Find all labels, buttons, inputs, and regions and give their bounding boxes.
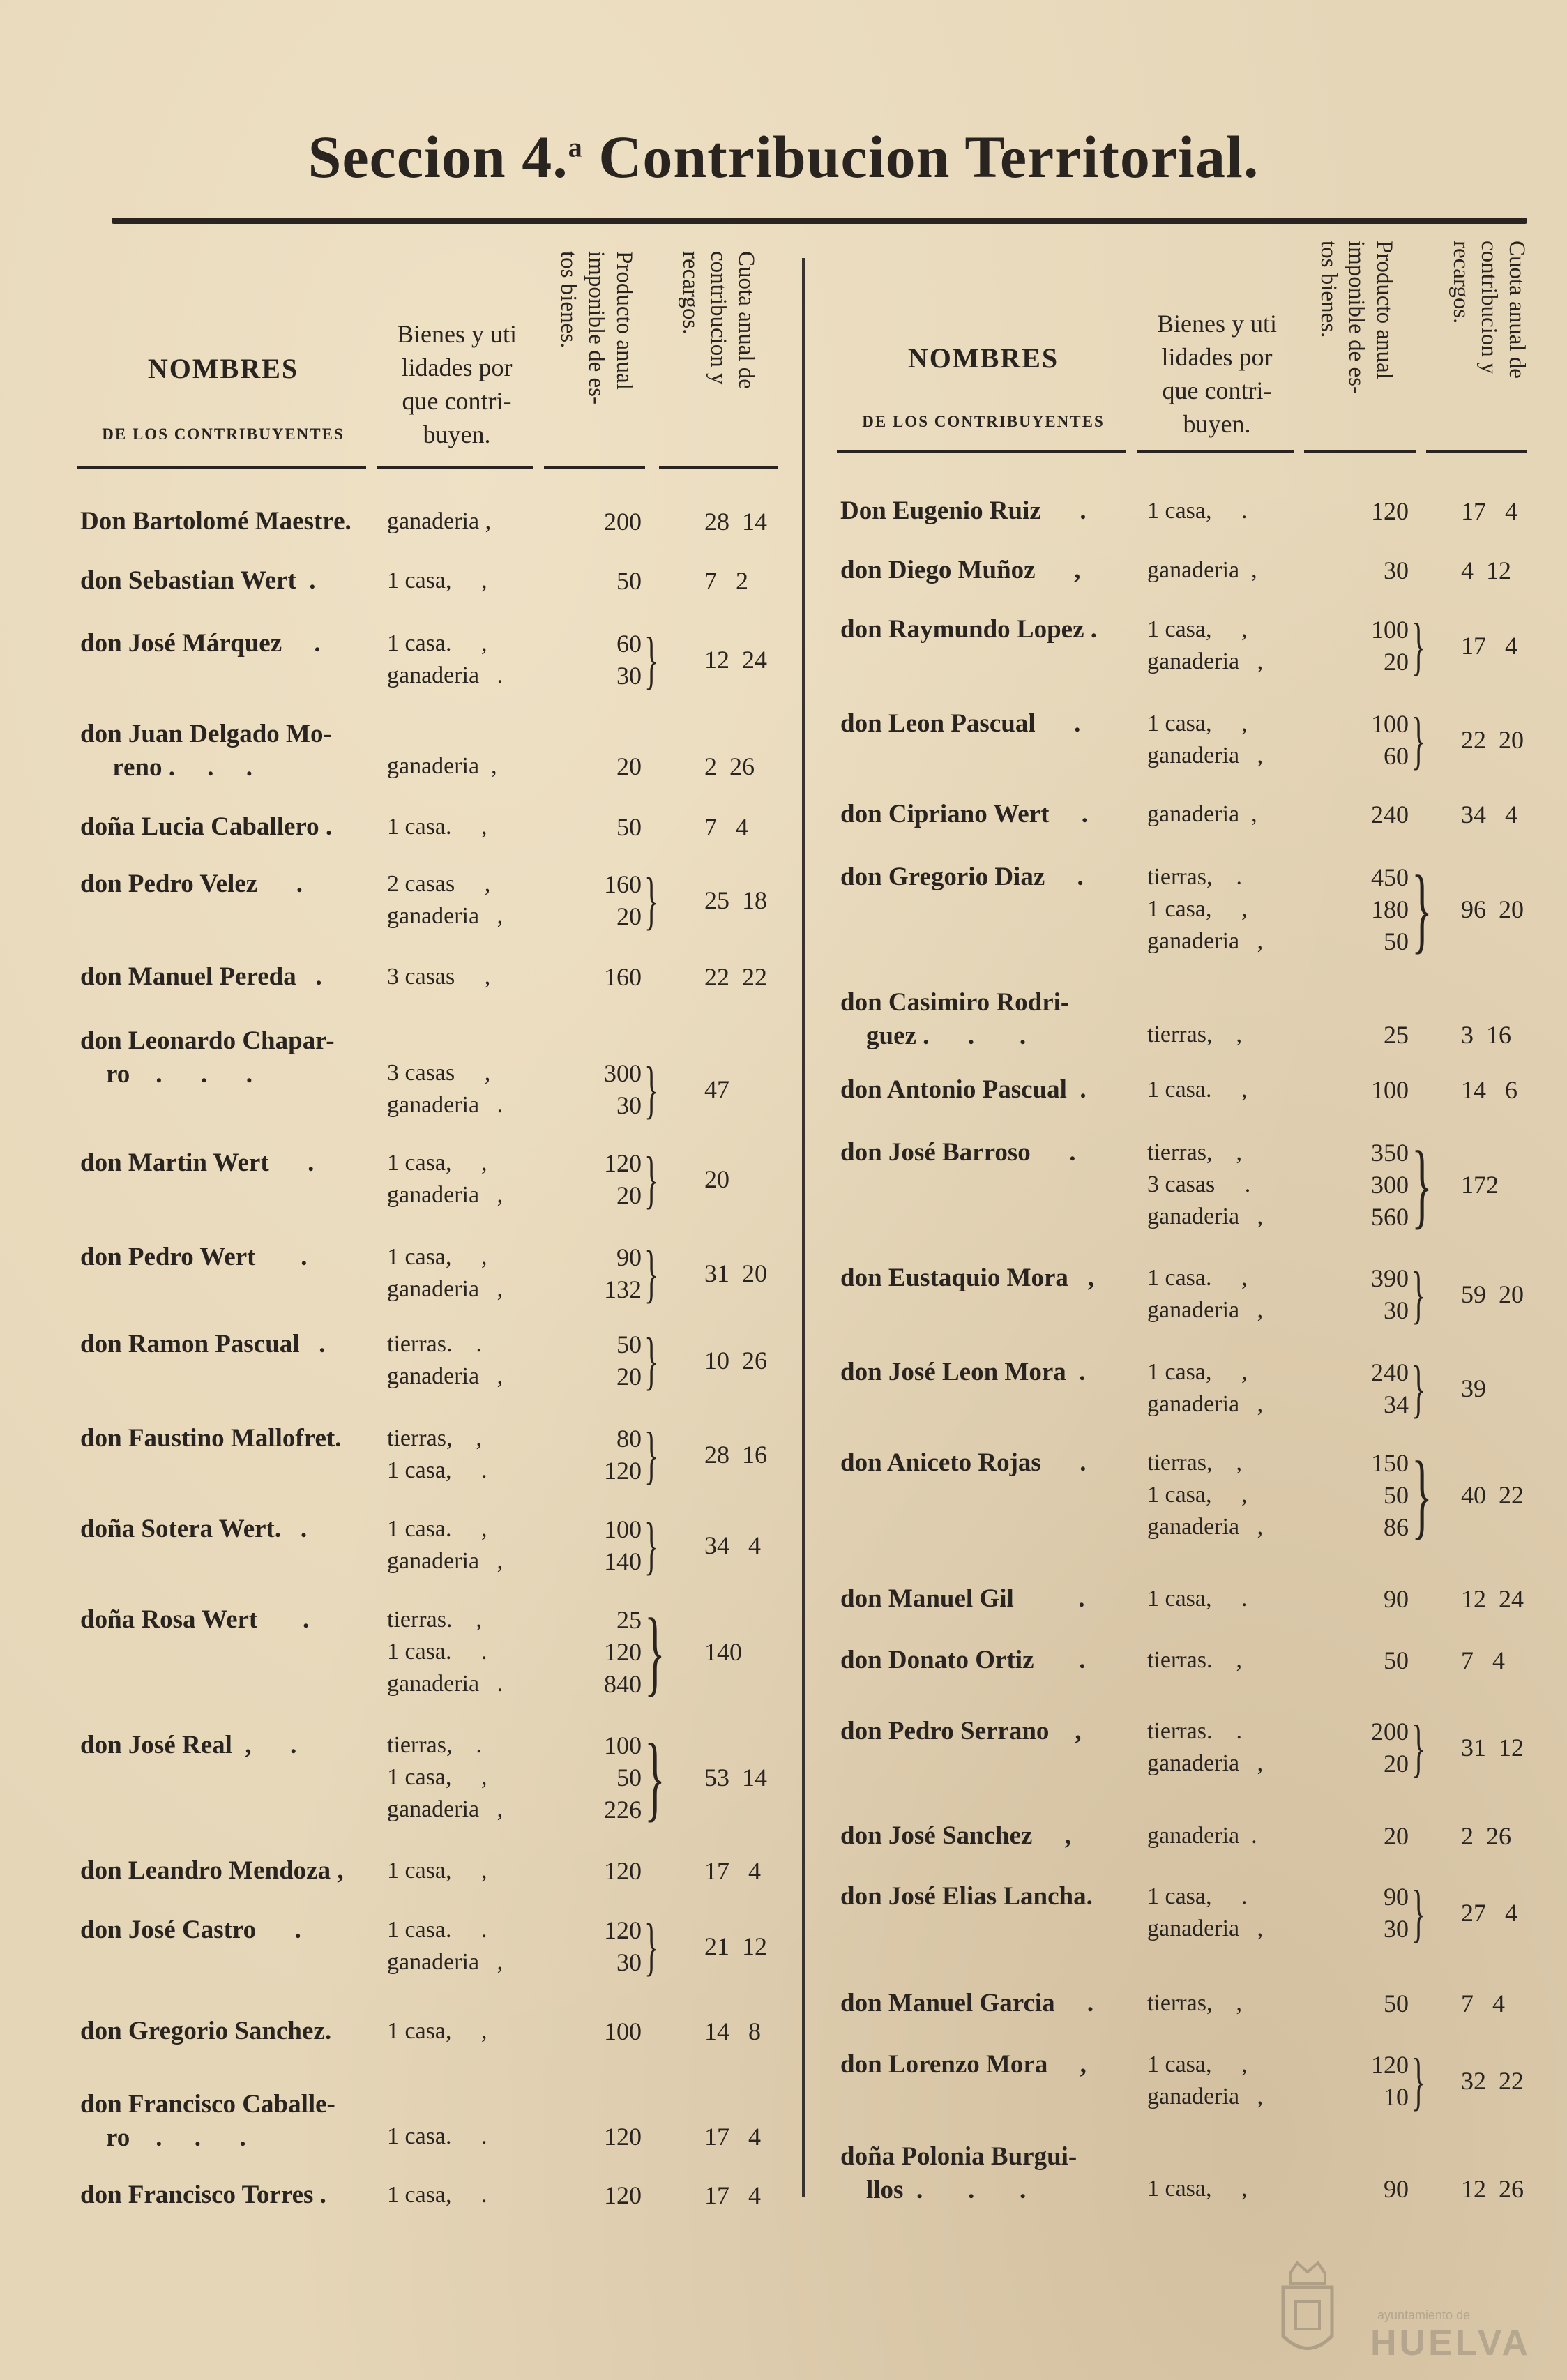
- product-value: 350: [1371, 1139, 1409, 1167]
- quota-value: 31 20: [704, 1259, 767, 1287]
- quota-value: 96 20: [1461, 895, 1524, 923]
- contributor-name: don Cipriano Wert .: [840, 800, 1088, 828]
- header-goods-line: lidades por: [1161, 343, 1273, 371]
- goods-item: ganaderia ,: [1147, 1204, 1264, 1229]
- goods-item: tierras, ,: [1147, 1139, 1242, 1165]
- title-rest: Contribucion Territorial.: [582, 123, 1259, 190]
- product-value: 50: [616, 567, 642, 595]
- header-goods-line: que contri-: [402, 387, 512, 415]
- quota-value: 12 24: [704, 646, 767, 674]
- contributor-name: ro . . .: [80, 2123, 246, 2152]
- product-value: 100: [1371, 616, 1409, 644]
- contributor-name: llos . . .: [840, 2176, 1027, 2204]
- product-value: 100: [604, 2017, 642, 2045]
- contributor-name: don Casimiro Rodri-: [840, 988, 1070, 1017]
- product-value: 200: [1371, 1718, 1409, 1745]
- product-value: 30: [616, 662, 642, 690]
- contributor-name: don Manuel Pereda .: [80, 962, 322, 991]
- product-value: 450: [1371, 863, 1409, 891]
- goods-item: 1 casa. .: [387, 1639, 487, 1665]
- contributor-name: don José Real , .: [80, 1731, 297, 1759]
- goods-item: 1 casa, ,: [1147, 2176, 1248, 2201]
- header-underline: [837, 450, 1126, 453]
- product-value: 120: [604, 1457, 642, 1485]
- goods-item: ganaderia .: [387, 662, 504, 688]
- header-goods-line: lidades por: [401, 354, 513, 381]
- watermark-logo: HUELVA: [1370, 2323, 1531, 2363]
- goods-item: 3 casas ,: [387, 1060, 491, 1086]
- product-value: 30: [616, 1948, 642, 1976]
- goods-item: tierras, ,: [387, 1425, 482, 1451]
- goods-item: ganaderia ,: [387, 1548, 504, 1574]
- contributor-name: don Aniceto Rojas .: [840, 1448, 1087, 1477]
- brace-mark: }: [1411, 1353, 1425, 1424]
- quota-value: 22 20: [1461, 726, 1524, 754]
- product-value: 132: [604, 1275, 642, 1303]
- brace-mark: }: [644, 1598, 665, 1705]
- goods-item: ganaderia ,: [387, 1796, 504, 1822]
- header-underline: [77, 466, 366, 469]
- contributor-name: don Martin Wert .: [80, 1149, 315, 1177]
- header-underline: [1426, 450, 1527, 453]
- contributor-name: don José Sanchez ,: [840, 1821, 1071, 1850]
- contributor-name: don Francisco Caballe-: [80, 2090, 335, 2118]
- brace-mark: }: [1411, 1131, 1432, 1238]
- contributor-name: don José Barroso .: [840, 1138, 1076, 1167]
- brace-mark: }: [644, 1054, 658, 1125]
- contributor-name: doña Rosa Wert .: [80, 1605, 310, 1634]
- goods-item: 1 casa, ,: [1147, 1482, 1248, 1508]
- goods-item: 1 casa, ,: [387, 568, 487, 593]
- contributor-name: don José Márquez .: [80, 629, 321, 658]
- header-underline: [659, 466, 778, 469]
- goods-item: 1 casa, .: [1147, 1586, 1248, 1612]
- product-value: 840: [604, 1670, 642, 1698]
- quota-value: 17 4: [704, 2181, 761, 2209]
- quota-value: 7 4: [704, 813, 748, 841]
- header-names-sub-right: DE LOS CONTRIBUYENTES: [862, 413, 1105, 430]
- quota-value: 12 24: [1461, 1585, 1524, 1613]
- goods-item: tierras, .: [387, 1732, 482, 1758]
- goods-item: tierras. ,: [387, 1607, 482, 1632]
- product-value: 20: [1384, 1822, 1409, 1850]
- contributor-name: don Manuel Gil .: [840, 1584, 1085, 1613]
- goods-item: ganaderia ,: [1147, 743, 1264, 768]
- quota-value: 2 26: [704, 752, 755, 780]
- product-value: 100: [604, 1731, 642, 1759]
- contributor-name: don Gregorio Sanchez.: [80, 2017, 332, 2045]
- header-quota-left: Cuota anual de contribucion y recargos.: [678, 251, 759, 389]
- product-value: 60: [616, 630, 642, 658]
- product-value: 20: [616, 752, 642, 780]
- goods-item: 1 casa. .: [387, 1917, 487, 1943]
- quota-value: 3 16: [1461, 1021, 1511, 1049]
- quota-value: 17 4: [1461, 632, 1517, 660]
- goods-item: 1 casa, ,: [387, 1858, 487, 1883]
- header-goods-line: Bienes y uti: [1157, 310, 1277, 338]
- goods-item: 2 casas ,: [387, 871, 491, 897]
- product-value: 120: [1371, 497, 1409, 525]
- goods-item: 1 casa, .: [1147, 498, 1248, 524]
- goods-item: ganaderia ,: [1147, 1916, 1264, 1941]
- watermark-small: ayuntamiento de: [1377, 2308, 1471, 2322]
- goods-item: 1 casa, ,: [387, 1764, 487, 1790]
- goods-item: tierras, ,: [1147, 1022, 1242, 1047]
- goods-item: ganaderia ,: [387, 508, 492, 534]
- contributor-name: don Diego Muñoz ,: [840, 556, 1081, 584]
- quota-value: 47: [704, 1075, 729, 1103]
- product-value: 160: [604, 870, 642, 898]
- product-value: 50: [1384, 1646, 1409, 1674]
- product-value: 300: [1371, 1171, 1409, 1199]
- product-value: 160: [604, 963, 642, 991]
- goods-item: ganaderia ,: [1147, 801, 1257, 827]
- goods-item: ganaderia ,: [1147, 557, 1257, 583]
- quota-value: 53 14: [704, 1764, 767, 1791]
- goods-item: 1 casa, ,: [1147, 616, 1248, 642]
- product-value: 90: [1384, 1585, 1409, 1613]
- product-value: 240: [1371, 1358, 1409, 1386]
- product-value: 100: [1371, 1076, 1409, 1104]
- product-value: 86: [1384, 1513, 1409, 1541]
- product-value: 120: [604, 1916, 642, 1944]
- quota-value: 17 4: [704, 1857, 761, 1885]
- goods-item: ganaderia .: [387, 1092, 504, 1118]
- goods-item: 1 casa. ,: [387, 1516, 487, 1542]
- goods-item: 3 casas ,: [387, 964, 491, 990]
- contributor-name: don Pedro Serrano ,: [840, 1717, 1082, 1745]
- product-value: 300: [604, 1059, 642, 1087]
- product-value: 50: [1384, 927, 1409, 955]
- contributor-name: don Antonio Pascual .: [840, 1075, 1087, 1104]
- goods-item: 1 casa. ,: [1147, 1077, 1248, 1102]
- goods-item: ganaderia ,: [387, 753, 497, 779]
- quota-value: 17 4: [1461, 497, 1517, 525]
- header-goods-right: [1137, 307, 1297, 441]
- goods-item: 1 casa, ,: [387, 2018, 487, 2044]
- contributor-name: don Raymundo Lopez .: [840, 615, 1098, 644]
- quota-value: 140: [704, 1638, 742, 1666]
- product-value: 80: [616, 1425, 642, 1453]
- goods-item: tierras. .: [387, 1331, 482, 1357]
- quota-value: 28 14: [704, 508, 767, 536]
- contributor-name: don Faustino Mallofret.: [80, 1424, 342, 1453]
- goods-item: 1 casa. .: [387, 2123, 487, 2149]
- product-value: 120: [604, 2123, 642, 2151]
- product-value: 20: [616, 902, 642, 930]
- product-value: 50: [1384, 1989, 1409, 2017]
- brace-mark: }: [644, 1238, 658, 1309]
- header-product-right: Producto anual imponible de es- tos bienes.: [1316, 241, 1397, 394]
- goods-item: 1 casa, .: [1147, 1883, 1248, 1909]
- goods-item: ganaderia ,: [387, 1182, 504, 1208]
- quota-value: 21 12: [704, 1932, 767, 1960]
- quota-value: 172: [1461, 1171, 1499, 1199]
- contributor-name: don Lorenzo Mora ,: [840, 2050, 1087, 2079]
- goods-item: 3 casas .: [1147, 1172, 1251, 1197]
- brace-mark: }: [1411, 1877, 1425, 1948]
- contributor-name: don Leonardo Chapar-: [80, 1026, 335, 1055]
- product-value: 120: [1371, 2051, 1409, 2079]
- product-value: 90: [616, 1243, 642, 1271]
- product-value: 100: [604, 1515, 642, 1543]
- brace-mark: }: [644, 624, 658, 695]
- quota-value: 32 22: [1461, 2067, 1524, 2095]
- product-value: 50: [616, 813, 642, 841]
- product-value: 140: [604, 1547, 642, 1575]
- contributor-name: don José Elias Lancha.: [840, 1882, 1093, 1911]
- quota-value: 14 6: [1461, 1076, 1517, 1104]
- product-value: 120: [604, 1857, 642, 1885]
- goods-item: ganaderia ,: [387, 1276, 504, 1302]
- header-goods-line: Bienes y uti: [397, 320, 517, 348]
- quota-value: 20: [704, 1165, 729, 1193]
- brace-mark: }: [1411, 1441, 1432, 1548]
- product-value: 30: [616, 1091, 642, 1119]
- header-underline: [1304, 450, 1416, 453]
- contributor-name: don Manuel Garcia .: [840, 1989, 1094, 2017]
- contributor-name: don José Castro .: [80, 1916, 301, 1944]
- header-goods-line: buyen.: [1183, 410, 1251, 438]
- product-value: 60: [1384, 742, 1409, 770]
- page-title: [0, 122, 1567, 192]
- contributor-name: don Leon Pascual .: [840, 709, 1081, 738]
- quota-value: 31 12: [1461, 1734, 1524, 1761]
- column-separator: [802, 258, 805, 2197]
- brace-mark: }: [1411, 2045, 1425, 2116]
- quota-value: 22 22: [704, 963, 767, 991]
- product-value: 180: [1371, 895, 1409, 923]
- quota-value: 34 4: [704, 1531, 761, 1559]
- title-rule: [112, 218, 1527, 224]
- quota-value: 7 2: [704, 567, 748, 595]
- product-value: 120: [604, 2181, 642, 2209]
- goods-item: ganaderia ,: [1147, 1750, 1264, 1776]
- brace-mark: }: [1411, 1259, 1425, 1330]
- brace-mark: }: [644, 1144, 658, 1215]
- goods-item: 1 casa, ,: [1147, 896, 1248, 922]
- quota-value: 39: [1461, 1374, 1486, 1402]
- contributor-name: don Francisco Torres .: [80, 2181, 326, 2209]
- header-goods-line: que contri-: [1162, 377, 1272, 404]
- product-value: 226: [604, 1796, 642, 1824]
- goods-item: ganaderia ,: [1147, 649, 1264, 674]
- product-value: 390: [1371, 1264, 1409, 1292]
- goods-item: tierras, ,: [1147, 1990, 1242, 2016]
- goods-item: tierras, ,: [1147, 1450, 1242, 1476]
- quota-value: 40 22: [1461, 1481, 1524, 1509]
- contributor-name: don Ramon Pascual .: [80, 1330, 326, 1358]
- header-goods-line: buyen.: [423, 420, 491, 448]
- quota-value: 7 4: [1461, 1646, 1505, 1674]
- goods-item: tierras. ,: [1147, 1647, 1242, 1673]
- contributor-name: doña Lucia Caballero .: [80, 812, 333, 841]
- product-value: 20: [616, 1181, 642, 1209]
- header-underline: [544, 466, 645, 469]
- product-value: 25: [1384, 1021, 1409, 1049]
- product-value: 30: [1384, 1915, 1409, 1943]
- goods-item: ganaderia ,: [387, 1363, 504, 1389]
- goods-item: ganaderia ,: [387, 1949, 504, 1975]
- product-value: 560: [1371, 1203, 1409, 1231]
- contributor-name: don Pedro Wert .: [80, 1243, 308, 1271]
- product-value: 50: [616, 1764, 642, 1791]
- crest-icon: [1276, 2259, 1339, 2364]
- header-product-left: Producto anual imponible de es- tos bienes.: [556, 251, 637, 404]
- goods-item: ganaderia ,: [1147, 1391, 1264, 1417]
- contributor-name: don Pedro Velez .: [80, 870, 303, 898]
- quota-value: 27 4: [1461, 1899, 1517, 1927]
- header-underline: [1137, 450, 1294, 453]
- goods-item: ganaderia ,: [387, 903, 504, 929]
- brace-mark: }: [1411, 856, 1432, 962]
- goods-item: ganaderia ,: [1147, 928, 1264, 954]
- product-value: 25: [616, 1606, 642, 1634]
- goods-item: 1 casa. ,: [387, 630, 487, 656]
- header-names-sub-left: DE LOS CONTRIBUYENTES: [102, 425, 345, 443]
- goods-item: ganaderia ,: [1147, 2084, 1264, 2109]
- contributor-name: ro . . .: [80, 1060, 253, 1089]
- goods-item: tierras. .: [1147, 1718, 1242, 1744]
- goods-item: ganaderia .: [387, 1671, 504, 1697]
- quota-value: 14 8: [704, 2017, 761, 2045]
- brace-mark: }: [1411, 610, 1425, 681]
- product-value: 10: [1384, 2083, 1409, 2111]
- product-value: 20: [1384, 648, 1409, 676]
- product-value: 200: [604, 508, 642, 536]
- goods-item: 1 casa, ,: [387, 1150, 487, 1176]
- quota-value: 12 26: [1461, 2175, 1524, 2203]
- brace-mark: }: [644, 1325, 658, 1396]
- goods-item: ganaderia .: [1147, 1823, 1257, 1849]
- brace-mark: }: [644, 1510, 658, 1581]
- product-value: 30: [1384, 1296, 1409, 1324]
- contributor-name: Don Bartolomé Maestre.: [80, 507, 351, 536]
- product-value: 120: [604, 1149, 642, 1177]
- product-value: 150: [1371, 1449, 1409, 1477]
- quota-value: 34 4: [1461, 801, 1517, 828]
- product-value: 50: [1384, 1481, 1409, 1509]
- contributor-name: don José Leon Mora .: [840, 1358, 1086, 1386]
- contributor-name: Don Eugenio Ruiz .: [840, 497, 1087, 525]
- goods-item: 1 casa, ,: [387, 1244, 487, 1270]
- contributor-name: don Donato Ortiz .: [840, 1646, 1086, 1674]
- contributor-name: don Juan Delgado Mo-: [80, 720, 332, 748]
- brace-mark: }: [644, 1724, 665, 1831]
- goods-item: 1 casa, ,: [1147, 2052, 1248, 2077]
- quota-value: 2 26: [1461, 1822, 1511, 1850]
- product-value: 120: [604, 1638, 642, 1666]
- contributor-name: doña Sotera Wert. .: [80, 1515, 308, 1543]
- goods-item: 1 casa, .: [387, 2182, 487, 2208]
- brace-mark: }: [644, 1419, 658, 1490]
- quota-value: 10 26: [704, 1347, 767, 1374]
- header-underline: [377, 466, 533, 469]
- brace-mark: }: [644, 865, 658, 936]
- goods-item: 1 casa, .: [387, 1457, 487, 1483]
- header-names-right: NOMBRES: [907, 342, 1059, 374]
- product-value: 90: [1384, 1883, 1409, 1911]
- contributor-name: don Sebastian Wert .: [80, 566, 316, 595]
- contributor-name: reno . . .: [80, 753, 253, 782]
- brace-mark: }: [1411, 1712, 1425, 1783]
- quota-value: 7 4: [1461, 1989, 1505, 2017]
- goods-item: 1 casa, ,: [1147, 711, 1248, 736]
- quota-value: 25 18: [704, 886, 767, 914]
- quota-value: 4 12: [1461, 556, 1511, 584]
- header-names-left: NOMBRES: [147, 353, 299, 384]
- goods-item: 1 casa. ,: [387, 814, 487, 840]
- product-value: 20: [616, 1363, 642, 1390]
- header-quota-right: Cuota anual de contribucion y recargos.: [1448, 241, 1529, 379]
- goods-item: ganaderia ,: [1147, 1297, 1264, 1323]
- product-value: 34: [1384, 1390, 1409, 1418]
- contributor-name: guez . . .: [840, 1022, 1027, 1050]
- product-value: 50: [616, 1331, 642, 1358]
- goods-item: 1 casa. ,: [1147, 1265, 1248, 1291]
- header-goods-left: [377, 317, 537, 451]
- contributor-name: don Leandro Mendoza ,: [80, 1856, 344, 1885]
- goods-item: tierras, .: [1147, 864, 1242, 890]
- quota-value: 17 4: [704, 2123, 761, 2151]
- title-superscript: a: [568, 131, 583, 163]
- quota-value: 28 16: [704, 1441, 767, 1469]
- product-value: 90: [1384, 2175, 1409, 2203]
- quota-value: 59 20: [1461, 1280, 1524, 1308]
- contributor-name: don Gregorio Diaz .: [840, 863, 1084, 891]
- contributor-name: don Eustaquio Mora ,: [840, 1264, 1094, 1292]
- brace-mark: }: [1411, 704, 1425, 775]
- product-value: 100: [1371, 710, 1409, 738]
- goods-item: 1 casa, ,: [1147, 1359, 1248, 1385]
- product-value: 20: [1384, 1750, 1409, 1778]
- product-value: 240: [1371, 801, 1409, 828]
- contributor-name: doña Polonia Burgui-: [840, 2142, 1077, 2171]
- title-main: Seccion 4.: [308, 123, 568, 190]
- product-value: 30: [1384, 556, 1409, 584]
- brace-mark: }: [644, 1911, 658, 1982]
- goods-item: ganaderia ,: [1147, 1514, 1264, 1540]
